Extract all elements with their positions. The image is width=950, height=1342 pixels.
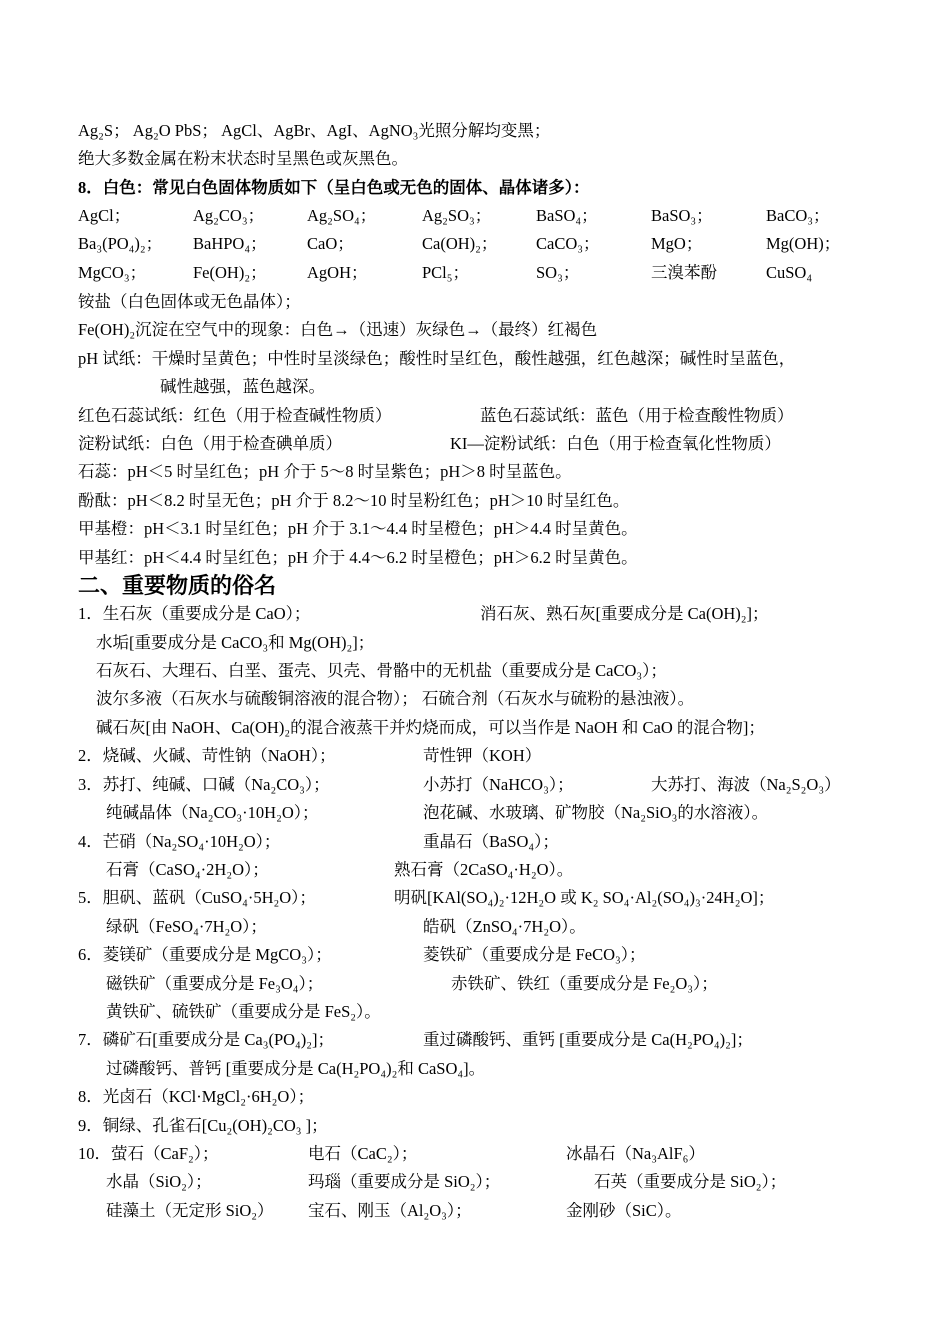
list-item: 石灰石、大理石、白垩、蛋壳、贝壳、骨骼中的无机盐（重要成分是 CaCO₃）； [96, 661, 667, 680]
item-text: 5．胆矾、蓝矾（CuSO₄·5H₂O）； [78, 888, 316, 907]
item-text: 电石（CaC₂）； [308, 1144, 418, 1163]
ki-starch-paper-text: KI—淀粉试纸：白色（用于检查氧化性物质） [450, 434, 781, 453]
grid-cell: MgO； [651, 234, 703, 253]
grid-cell: BaHPO₄； [193, 234, 267, 253]
item-text: 玛瑙（重要成分是 SiO₂）； [308, 1172, 501, 1191]
list-item: 9．铜绿、孔雀石[Cu₂(OH)₂CO₃ ]； [78, 1116, 328, 1135]
grid-cell: AgCl； [78, 206, 131, 225]
item-text: 宝石、刚玉（Al₂O₃）； [308, 1201, 472, 1220]
item-text: 重晶石（BaSO₄）； [423, 832, 559, 851]
grid-cell: BaSO₃； [651, 206, 713, 225]
list-item: 黄铁矿、硫铁矿（重要成分是 FeS₂）。 [106, 1002, 381, 1021]
item-text: 3．苏打、纯碱、口碱（Na₂CO₃）； [78, 775, 330, 794]
list-item: 碱石灰[由 NaOH、Ca(OH)₂的混合液蒸干并灼烧而成，可以当作是 NaOH 和 CaO 的混合物]； [96, 718, 765, 737]
item-text: 明矾[KAl(SO₄)₂·12H₂O 或 K₂ SO₄·Al₂(SO₄)₃·24H₂O]； [394, 888, 775, 907]
grid-cell: 三溴苯酚 [651, 263, 717, 282]
item-text: 水晶（SiO₂）； [106, 1172, 212, 1191]
item-text: 金刚砂（SiC）。 [566, 1201, 682, 1220]
item-text: 泡花碱、水玻璃、矿物胶（Na₂SiO₃的水溶液）。 [423, 803, 769, 822]
litmus-indicator-note: 石蕊：pH＜5 时呈红色；pH 介于 5～8 时呈紫色；pH＞8 时呈蓝色。 [78, 462, 572, 481]
red-litmus-text: 红色石蕊试纸：红色（用于检查碱性物质） [78, 406, 392, 425]
grid-cell: CaCO₃； [536, 234, 600, 253]
grid-cell: CaO； [307, 234, 354, 253]
methyl-orange-note: 甲基橙：pH＜3.1 时呈红色；pH 介于 3.1～4.4 时呈橙色；pH＞4.4 时呈黄色。 [78, 519, 638, 538]
item-text: 10．萤石（CaF₂）； [78, 1144, 219, 1163]
grid-cell: Ag₂SO₄； [307, 206, 377, 225]
item-text: 冰晶石（Na₃AlF₆） [566, 1144, 705, 1163]
item-text: 纯碱晶体（Na₂CO₃·10H₂O）； [106, 803, 319, 822]
item-text: 6．菱镁矿（重要成分是 MgCO₃）； [78, 945, 332, 964]
item-text: 苛性钾（KOH） [423, 746, 542, 765]
item-text: 赤铁矿、铁红（重要成分是 Fe₂O₃）； [451, 974, 718, 993]
phenolphthalein-note: 酚酞：pH＜8.2 时呈无色；pH 介于 8.2～10 时呈粉红色；pH＞10 时呈红色。 [78, 491, 630, 510]
feoh2-note: Fe(OH)₂沉淀在空气中的现象：白色→（迅速）灰绿色→（最终）红褐色 [78, 320, 598, 339]
item-text: 石膏（CaSO₄·2H₂O）； [106, 860, 269, 879]
grid-cell: Fe(OH)₂； [193, 263, 267, 282]
section-8-heading: 8．白色：常见白色固体物质如下（呈白色或无色的固体、晶体诸多）： [78, 178, 590, 197]
item-text: 硅藻土（无定形 SiO₂） [106, 1201, 274, 1220]
ammonium-salt-note: 铵盐（白色固体或无色晶体）； [78, 292, 301, 311]
item-text: 石英（重要成分是 SiO₂）； [594, 1172, 787, 1191]
item-text: 重过磷酸钙、重钙 [重要成分是 Ca(H₂PO₄)₂]； [423, 1030, 753, 1049]
item-text: 消石灰、熟石灰[重要成分是 Ca(OH)₂]； [480, 604, 769, 623]
grid-cell: BaSO₄； [536, 206, 598, 225]
item-text: 菱铁矿（重要成分是 FeCO₃）； [423, 945, 646, 964]
grid-cell: Ag₂SO₃； [422, 206, 492, 225]
item-text: 绿矾（FeSO₄·7H₂O）； [106, 917, 267, 936]
section-heading: 二、重要物质的俗名 [78, 573, 277, 598]
methyl-red-note: 甲基红：pH＜4.4 时呈红色；pH 介于 4.4～6.2 时呈橙色；pH＞6.2 时呈黄色。 [78, 548, 638, 567]
grid-cell: Ag₂CO₃； [193, 206, 265, 225]
grid-cell: MgCO₃； [78, 263, 147, 282]
grid-cell: Ca(OH)₂； [422, 234, 498, 253]
item-text: 1．生石灰（重要成分是 CaO）； [78, 604, 311, 623]
blue-litmus-text: 蓝色石蕊试纸：蓝色（用于检查酸性物质） [480, 406, 794, 425]
grid-cell: CuSO₄ [766, 263, 813, 282]
item-text: 小苏打（NaHCO₃）； [423, 775, 574, 794]
grid-cell: PCl₅； [422, 263, 470, 282]
item-text: 4．芒硝（Na₂SO₄·10H₂O）； [78, 832, 281, 851]
item-text: 2．烧碱、火碱、苛性钠（NaOH）； [78, 746, 336, 765]
item-text: 大苏打、海波（Na₂S₂O₃） [651, 775, 841, 794]
item-text: 7．磷矿石[重要成分是 Ca₃(PO₄)₂]； [78, 1030, 335, 1049]
list-item: 8．光卤石（KCl·MgCl₂·6H₂O）； [78, 1087, 315, 1106]
grid-cell: Ba₃(PO₄)₂； [78, 234, 163, 253]
grid-cell: SO₃； [536, 263, 580, 282]
metal-powder-note: 绝大多数金属在粉末状态时呈黑色或灰黑色。 [78, 149, 408, 168]
grid-cell: AgOH； [307, 263, 368, 282]
item-text: 皓矾（ZnSO₄·7H₂O）。 [423, 917, 586, 936]
ph-paper-note: pH 试纸：干燥时呈黄色；中性时呈淡绿色；酸性时呈红色，酸性越强，红色越深；碱性时呈蓝色， [78, 349, 796, 368]
starch-paper-text: 淀粉试纸：白色（用于检查碘单质） [78, 434, 342, 453]
item-text: 磁铁矿（重要成分是 Fe₃O₄）； [106, 974, 324, 993]
list-item: 过磷酸钙、普钙 [重要成分是 Ca(H₂PO₄)₂和 CaSO₄]。 [106, 1059, 486, 1078]
black-compounds-line: Ag₂S； Ag₂O PbS； AgCl、AgBr、AgI、AgNO₃光照分解均变黑； [78, 121, 551, 140]
item-text: 熟石膏（2CaSO₄·H₂O）。 [394, 860, 574, 879]
grid-cell: Mg(OH)； [766, 234, 841, 253]
grid-cell: BaCO₃； [766, 206, 830, 225]
list-item: 水垢[重要成分是 CaCO₃和 Mg(OH)₂]； [96, 633, 375, 652]
ph-paper-note-cont: 碱性越强，蓝色越深。 [160, 377, 325, 396]
list-item: 波尔多液（石灰水与硫酸铜溶液的混合物）； 石硫合剂（石灰水与硫粉的悬浊液）。 [96, 689, 695, 708]
